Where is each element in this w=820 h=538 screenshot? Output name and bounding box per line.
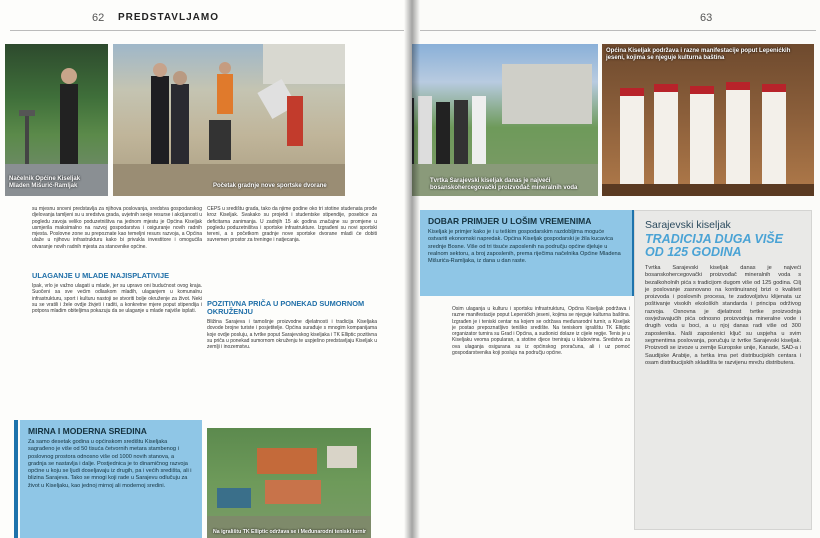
header-rule-right xyxy=(420,30,816,31)
photo-group-drawing xyxy=(412,44,598,196)
caption-tennis: Na igralištu TK Elliptic održava se i Međunarodni teniski turnir xyxy=(213,529,367,535)
heading-youth: ULAGANJE U MLADE NAJISPLATIVIJE xyxy=(32,271,170,280)
caption-construction: Početak gradnje nove sportske dvorane xyxy=(213,183,327,189)
photo-group-outdoor xyxy=(412,44,598,196)
sidebar-title: Sarajevski kiseljak xyxy=(645,219,731,231)
left-col1-text: su mjesnu snovni predstavlja za njihova poslovanja, sredstva gospodarskog djelovanja tamljeni su u sredstva grada, uvjetnih seoje resurse i akcijanosti u pogledu zavoja veliko poduzetništva na jednom mjestu je Općina Kiseljak usmjerila maksimalno na razvoj gospodarstva i osiguranje novih radnih mjesta. Poslovne zone su prepoznate kao temeljni resurs razvoja, a Općina ulaže u njihovu infrastrukturu kako bi privukla investitore i omogućila otvaranje novih radnih mjesta za stanovnike općine. xyxy=(32,206,202,250)
photo-construction xyxy=(113,44,345,196)
left-col1-text2: Ipak, vrlo je važno ulagati u mlade, jer su upravo oni budućnost ovog kraja. Suočeni sa sve većim odlaskom mladih, ulaganjem u komunalnu infrastrukturu, sport i kulturu nastoji se stvoriti bolje okruženje za život. Neki su se vratili i žele ovdje živjeti i raditi, a konkretne mjere poput stipendija i potpora mladim obiteljima pokazuju da se ulaganje u mlade najviše isplati. xyxy=(32,283,202,315)
box-good-example-title: DOBAR PRIMJER U LOŠIM VREMENIMA xyxy=(428,216,592,226)
right-col1-text: Osim ulaganja u kulturu i sportsku infrastrukturu, Općina Kiseljak podržava i razne manifestacije poput Lepenićkih jeseni, kojima se njeguje kulturna baština. Izgrađen je i teniski centar na kojem se održava međunarodni turnir, a Kiseljak je postao prepoznatljivo teniško središte. Na teniskom igralištu TK Elliptic organizator turnira su Grad i Općina, a sudionici dolaze iz cijele regije. Tenis je u Kiseljaku veoma popularan, a stotine djece treniraju u klubovima. Sredstva za ova ulaganja osigurana su iz općinskog proračuna, ali i uz pomoć gospodarstvenika koji posluju na području općine. xyxy=(452,306,630,357)
box-calm-modern xyxy=(20,420,202,538)
box-good-example-body: Kiseljak je primjer kako je i u teškim gospodarskim razdobljima moguće ostvariti ekonomski napredak. Općina Kiseljak gospodarski je žila kucavica srednje Bosne. Više od tri tisuće zaposlenih na području općine djeluje u realnom sektoru, a broj zaposlenih, prema riječima načelnika Općine Mladena Mišurića-Ramljaka, iz dana u dan raste. xyxy=(428,229,621,265)
photo-construction-drawing xyxy=(113,44,345,196)
caption-folk: Općina Kiseljak podržava i razne manifestacije poput Lepenićkih jeseni, kojima se njeguje kulturna baština xyxy=(606,48,791,61)
header-rule xyxy=(10,30,404,31)
box-good-example xyxy=(420,210,632,296)
photo-folk-dancers xyxy=(602,44,814,196)
photo-tennis-drawing xyxy=(207,428,371,538)
photo-dancers-drawing xyxy=(602,44,814,196)
sidebar-sarajevski-kiseljak xyxy=(634,210,812,530)
page-number-right: 63 xyxy=(700,12,713,24)
photo-tennis-aerial xyxy=(207,428,371,538)
caption-mineral-water: Tvrtka Sarajevski kiseljak danas je najveći bosanskohercegovački proizvođač mineralnih voda xyxy=(430,178,578,191)
box-calm-modern-body: Za samo desetak godina u općinskom središtu Kiseljaka sagrađeno je više od 50 tisuća četvornih metara stambenog i poslovnog prostora odnosno više od 1000 novih stanova, a gradnja se nastavlja i dalje. Postjednica je to dinamičnog razvoja općine u koju se ljudi doseljavaju iz drugih, pa i većih središta, ali i blizina Sarajeva. Tako se mnogi koji rade u Sarajevu odlučuju za život u Kiseljaku, kao jednoj mirnoj ali modernoj sredini. xyxy=(28,439,192,489)
caption-mayor: Načelnik Općine Kiseljak Mladen Mišurić-Ramljak xyxy=(9,176,81,189)
box-accent-bar-left xyxy=(14,420,18,538)
photo-mayor-drawing xyxy=(5,44,108,196)
box-calm-modern-title: MIRNA I MODERNA SREDINA xyxy=(28,426,147,436)
spine-shadow xyxy=(404,0,420,538)
photo-mayor xyxy=(5,44,108,196)
page-number-left: 62 xyxy=(92,12,105,24)
left-col2-text: CEPS u središtu grada, tako da njime godine oko tri stotine studenata prođe kroz Kiseljak. Svakako su projekti i studentske stipendije, posebice za deficitarna zanimanja. U zadnjih 15 ak godina značajne su promjene u pogledu poduzetništva i sportske infrastrukture. Izgrađeni su novi sportski tereni, a s početkom gradnje nove sportske dvorane mladi će dobiti suvremen prostor za treninge i natjecanja. xyxy=(207,206,377,244)
heading-positive-story: POZITIVNA PRIČA U PONEKAD SUMORNOM OKRUŽENJU xyxy=(207,299,365,316)
section-title: PREDSTAVLJAMO xyxy=(118,12,219,23)
left-col2-text2: Bližina Sarajeva i tamošnje proizvodne djelatnosti i tradicija Kiseljaka dovode brojne turiste i posjetitelje. Općina surađuje s mnogim kompanijama koje ovdje posluju, a tvrtke poput Sarajevskog kiseljaka i TK Elliptic pozitivna su priča u ponekad sumornom okruženju te uspješno predstavljaju Kiseljak u zemlji i inozemstvu. xyxy=(207,319,377,351)
sidebar-body: Tvrtka Sarajevski kiseljak danas je najveći bosanskohercegovački proizvođač mineralnih voda s bezalkoholnih pića s tradicijom dugom više od 125 godina. Cilj je poslovanje zasnovano na kontinuiranoj brizi o kvaliteti proizvoda i poslovnih procesa, te zadovoljstvu klijenata uz poštivanje visokih ekoloških standarda i principa održivog razvoja. Osnovna je djelatnost tvrtke proizvodnja osvježavajućih pića odnosno proizvodnja mineralne vode i drugih voda u boci, a u njoj danas radi više od 300 zaposlenika. Naši zaposlenici ključ su uspjeha u svim segmentima poslovanja, poručuju iz tvrtke Sarajevski kiseljak. Proizvodi se izvoze u zemlje Europske unije, Kanade, SAD-a i Saudijske Arabije, a tvrtka ima pet distribucijskih centara i osam distribucijskih skladišta te razvijenu mrežu distributera. xyxy=(645,265,801,366)
sidebar-headline: TRADICIJA DUGA VIŠE OD 125 GODINA xyxy=(645,232,783,259)
